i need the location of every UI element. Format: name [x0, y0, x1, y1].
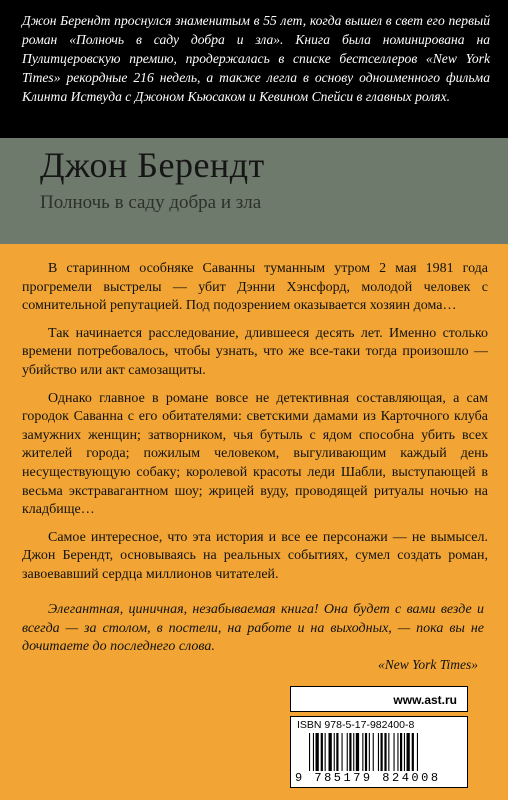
barcode-bar	[321, 733, 323, 771]
barcode-bar	[313, 733, 314, 771]
author-name: Джон Берендт	[40, 145, 265, 185]
paragraph: Однако главное в романе вовсе не детективная составляющая, а сам городок Саванна с его обитателями: светскими дамами из Карточного клуба замужних женщин; затворником, чья бутыль с ядом способна убить всех жителей города; пожилым человеком, выгуливающим каждый день несуществующую собаку; королевой красоты леди Шабли, выступающей в весьма экстравагантном шоу; жрицей вуду, проводящей ритуалы ночью на кладбище…	[22, 390, 488, 518]
top-band	[0, 0, 508, 138]
annotation-text	[22, 260, 488, 594]
barcode-bar	[362, 733, 363, 771]
barcode-bar	[356, 733, 359, 771]
barcode-bar	[381, 733, 383, 771]
barcode-bar	[388, 733, 389, 771]
barcode-bars	[309, 733, 459, 771]
barcode-bar	[342, 733, 343, 771]
isbn-number: ISBN 978-5-17-982400-8	[297, 719, 415, 731]
ean-number: 9 785179 824008	[295, 771, 441, 785]
barcode-bar	[404, 733, 405, 771]
barcode-bar	[334, 733, 335, 771]
barcode-bar	[309, 733, 310, 771]
barcode-bar	[316, 733, 319, 771]
paragraph: В старинном особняке Саванны туманным утром 2 мая 1981 года прогремели выстрелы — убит Дэнни Хэнсфорд, молодой человек с сомнительной репутацией. Под подозрением оказывается хозяин дома…	[22, 261, 488, 314]
barcode-bar	[353, 733, 354, 771]
quote-text: Элегантная, циничная, незабываемая книга! Она будет с вами везде и всегда — за столом, в постели, на работе и на выходных, — пока вы не дочитаете до последнего слова.	[22, 602, 484, 655]
paragraph: Самое интересное, что эта история и все ее персонажи — не вымысел. Джон Берендт, основываясь на реальных событиях, сумел создать роман, завоевавший сердца миллионов читателей.	[22, 529, 488, 582]
barcode-bar	[365, 733, 367, 771]
paragraph: Так начинается расследование, длившееся десять лет. Именно столько времени потребовалось, чтобы узнать, что же все-таки тогда произошло — убийство или акт самозащиты.	[22, 325, 488, 378]
barcode-bar	[373, 733, 374, 771]
barcode-bar	[347, 733, 348, 771]
publisher-website: www.ast.ru	[290, 686, 468, 712]
barcode-bar	[349, 733, 351, 771]
book-title: Полночь в саду добра и зла	[40, 192, 262, 213]
quote-source: «New York Times»	[377, 657, 478, 672]
barcode-bar	[325, 733, 326, 771]
barcode-bar	[329, 733, 332, 771]
barcode-bar	[397, 733, 398, 771]
barcode-bar	[412, 733, 414, 771]
barcode-bar	[384, 733, 386, 771]
barcode-bar	[400, 733, 402, 771]
barcode-bar	[407, 733, 410, 771]
barcode-bar	[369, 733, 370, 771]
barcode-bar	[336, 733, 338, 771]
author-blurb: Джон Берендт проснулся знаменитым в 55 лет, когда вышел в свет его первый роман «Полночь в саду добра и зла». Книга была номинирована на Пулитцеровскую премию, продержалась в списке бестселлеров «New York Times» рекордные 216 недель, а также легла в основу одноименного фильма Клинта Иствуда с Джоном Кьюсаком и Кевином Спейси в главных ролях.	[22, 13, 490, 104]
barcode-bar	[417, 733, 418, 771]
review-quote	[22, 601, 484, 657]
barcode-box	[290, 716, 468, 788]
barcode-bar	[378, 733, 379, 771]
barcode-bar	[394, 733, 395, 771]
